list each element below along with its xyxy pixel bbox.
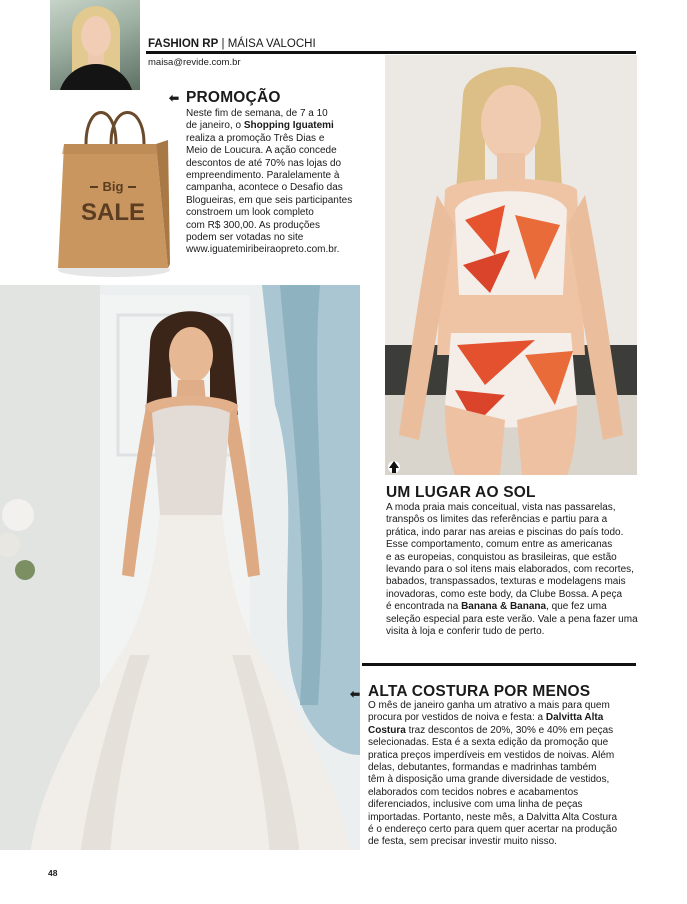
banana-banana: Banana & Banana (461, 601, 547, 613)
shopping-iguatemi: Shopping Iguatemi (243, 120, 334, 132)
costura-text: O mês de janeiro ganha um atrativo a mais para quem procura por vestidos de noiva e festa: a Dalvitta Alta Costura traz descontos de 20%, 30% e 40% em peças selecionadas. Esta é a sexta edição da promoção que pratica preços imperdíveis em vestidos de noivas. Além delas, debutantes, formandas e madrinhas também têm à disposição uma grande diversidade de vestidos, elaborados com tecidos nobres e acabamentos diferenciados, inclusive com uma linha de peças importadas. Portanto, neste mês, a Dalvitta Alta Costura é o endereço certo para quem quer acertar na produção de festa, sem precisar investir muito nisso. (368, 700, 618, 848)
bag-text-big: Big (102, 179, 124, 194)
dalvitta-highlight-b: Costura (368, 724, 406, 736)
big-sale-bag-illustration (56, 92, 171, 282)
costura-arrow-icon: ⬅ (350, 687, 361, 701)
header-rule (146, 51, 636, 54)
costura-title: ALTA COSTURA POR MENOS (368, 683, 591, 700)
author-name: MÁISA VALOCHI (227, 38, 316, 50)
column-name: FASHION RP (148, 38, 219, 50)
bag-text-sale: SALE (80, 199, 146, 226)
promocao-title: PROMOÇÃO (186, 89, 281, 106)
swimwear-model-photo (385, 55, 637, 475)
promocao-site-link[interactable]: www.iguatemiribeiraopreto.com.br. (186, 244, 340, 256)
author-email[interactable]: maisa@revide.com.br (148, 57, 241, 68)
promocao-arrow-icon: ⬅ (169, 91, 180, 105)
header-separator: | (221, 38, 225, 50)
column-header (148, 38, 316, 50)
dalvitta-highlight-a: Dalvitta Alta (545, 712, 604, 724)
sol-title: UM LUGAR AO SOL (386, 484, 536, 501)
sol-text: A moda praia mais conceitual, vista nas passarelas, transpôs os limites das referências e partiu para a prática, indo parar nas areias e piscinas do país todo. Esse comportamento, comum entre as americanas e as europeias, conquistou as brasileiras, que estão levando para o sol itens mais elaborados, com recortes, babados, transpassados, texturas e modelagens mais inovadoras, como este body, da Clube Bossa. A peça é encontrada na Banana & Banana, que fez uma seleção especial para este verão. Vale a pena fazer uma visita à loja e conferir tudo de perto. (386, 502, 638, 638)
author-photo (50, 0, 140, 90)
promocao-text: Neste fim de semana, de 7 a 10 de janeiro, o Shopping Iguatemi realiza a promoção Três Dias e Meio de Loucura. A ação concede descontos de até 70% nas lojas do empreendimento. Paralelamente à campanha, acontece o Desafio das Blogueiras, em que seis participantes constroem um look completo com R$ 300,00. As produções podem ser votadas no site www.iguatemiribeiraopreto.com.br. (186, 108, 353, 256)
wedding-dress-photo (0, 285, 360, 855)
section-rule (362, 663, 636, 666)
page-number: 48 (48, 868, 58, 878)
